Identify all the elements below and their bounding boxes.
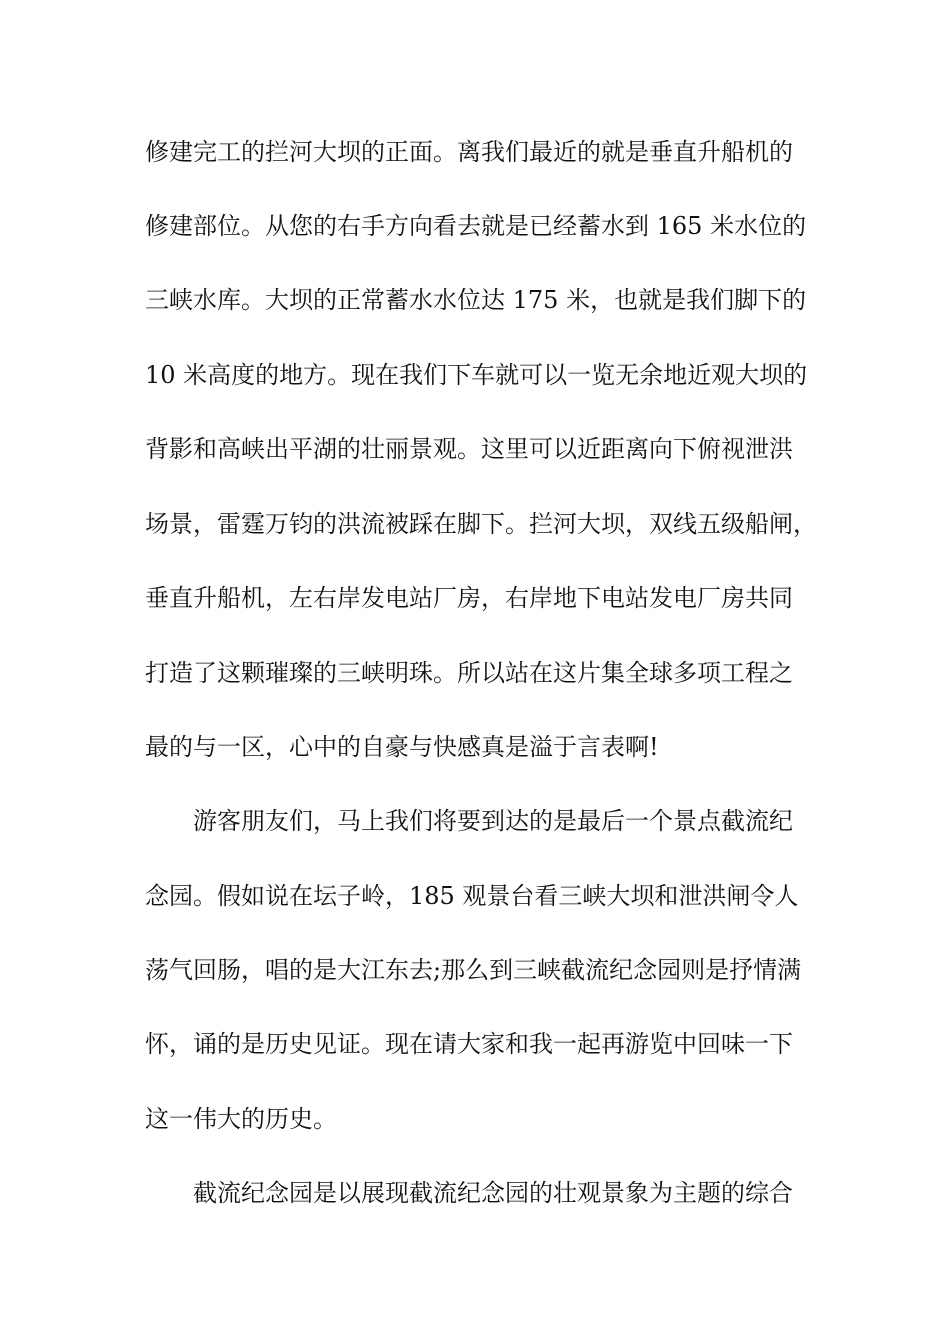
text-line: 怀，诵的是历史见证。现在请大家和我一起再游览中回味一下 xyxy=(145,1030,793,1058)
text-line: 修建完工的拦河大坝的正面。离我们最近的就是垂直升船机的 xyxy=(145,138,793,166)
text-line: 背影和高峡出平湖的壮丽景观。这里可以近距离向下俯视泄洪 xyxy=(145,435,793,463)
text-line: 10 米高度的地方。现在我们下车就可以一览无余地近观大坝的 xyxy=(145,361,808,389)
text-line: 场景，雷霆万钧的洪流被踩在脚下。拦河大坝，双线五级船闸， xyxy=(145,510,817,538)
paragraph-first-line: 游客朋友们，马上我们将要到达的是最后一个景点截流纪 xyxy=(193,807,793,835)
text-line: 打造了这颗璀璨的三峡明珠。所以站在这片集全球多项工程之 xyxy=(145,659,793,687)
paragraph-first-line: 截流纪念园是以展现截流纪念园的壮观景象为主题的综合 xyxy=(193,1179,793,1207)
text-line: 念园。假如说在坛子岭，185 观景台看三峡大坝和泄洪闸令人 xyxy=(145,882,799,910)
text-line: 三峡水库。大坝的正常蓄水水位达 175 米，也就是我们脚下的 xyxy=(145,286,807,314)
text-line: 垂直升船机，左右岸发电站厂房，右岸地下电站发电厂房共同 xyxy=(145,584,793,612)
text-line: 最的与一区，心中的自豪与快感真是溢于言表啊! xyxy=(145,733,659,761)
text-line: 这一伟大的历史。 xyxy=(145,1105,337,1133)
text-line: 荡气回肠，唱的是大江东去;那么到三峡截流纪念园则是抒情满 xyxy=(145,956,802,984)
text-line: 修建部位。从您的右手方向看去就是已经蓄水到 165 米水位的 xyxy=(145,212,807,240)
